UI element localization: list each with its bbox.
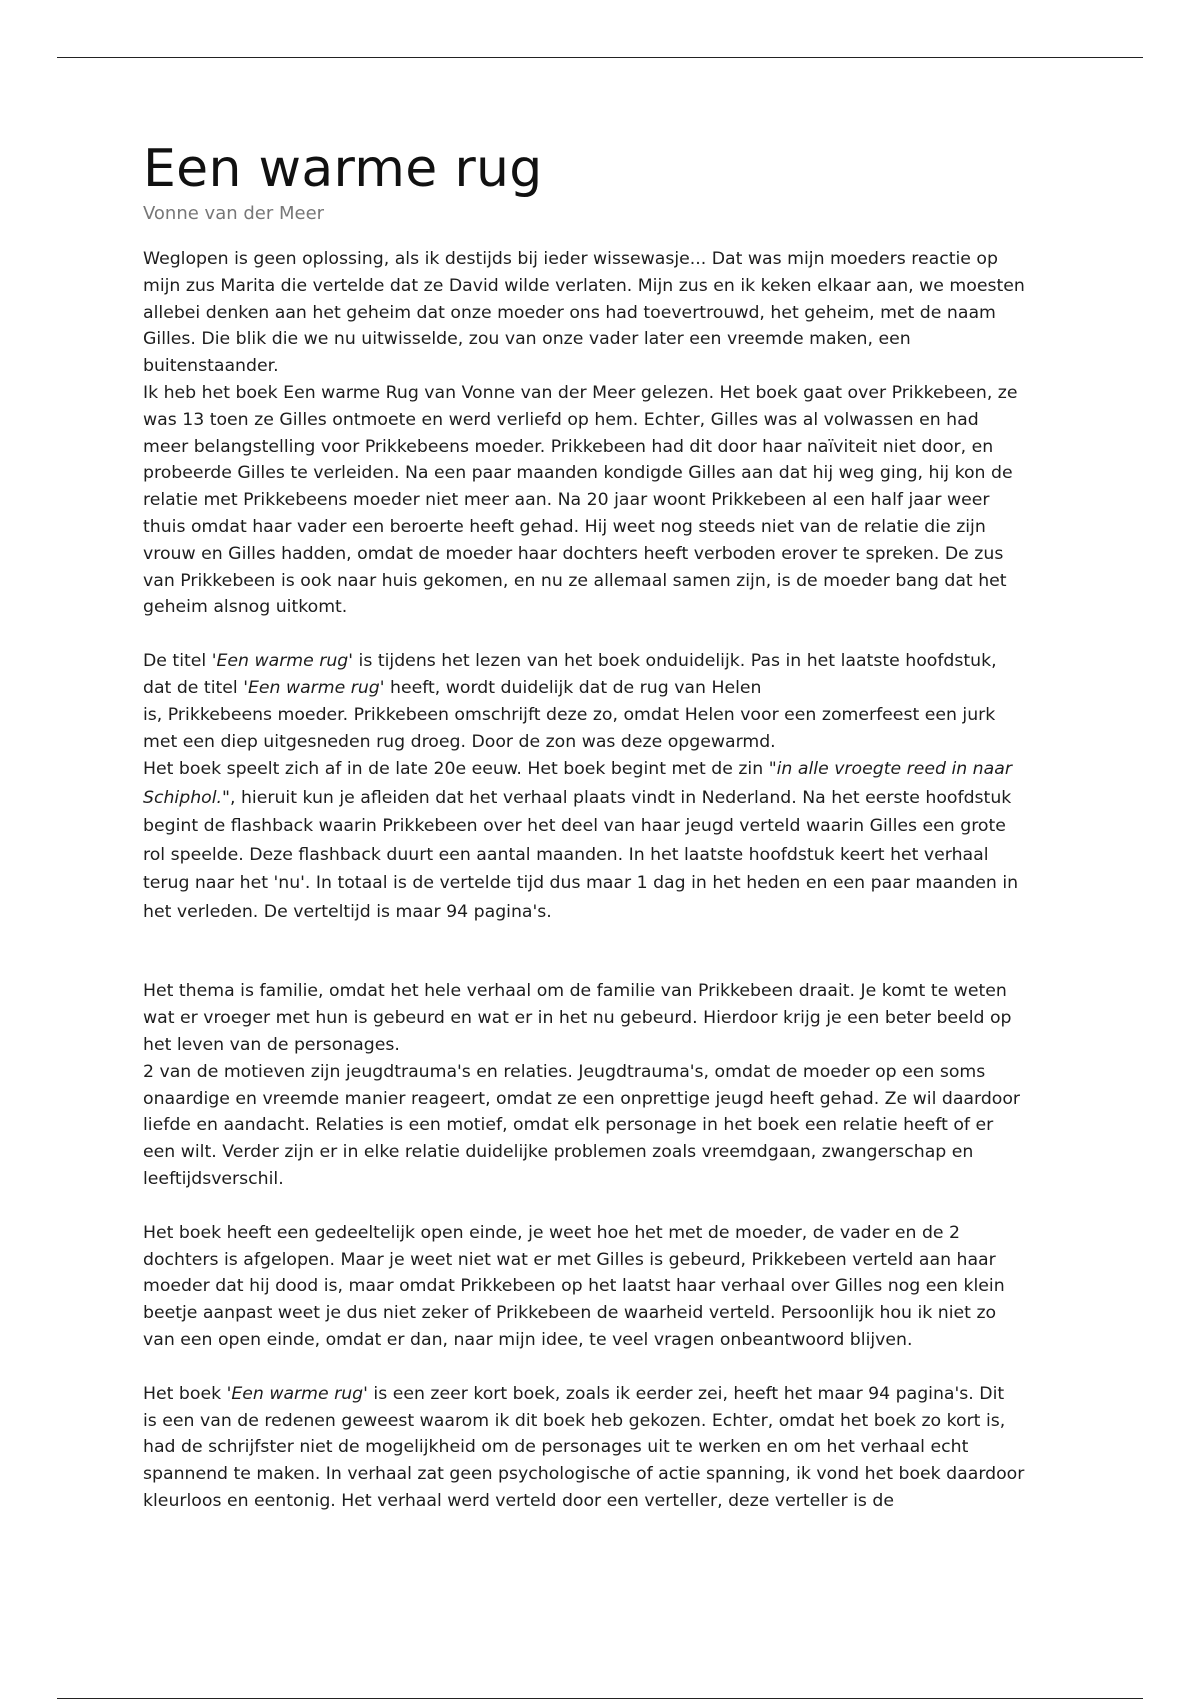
paragraph-title-meaning: De titel 'Een warme rug' is tijdens het lezen van het boek onduidelijk. Pas in het laatste hoofdstuk, dat de titel 'Een warme rug' heeft, wordt duidelijk dat de rug van Helen is, Prikkebeens moeder. Prikkebeen omschrijft deze zo, omdat Helen voor een zomerfeest een jurk met een diep uitgesneden rug droeg. Door de zon was deze opgewarmd. bbox=[143, 651, 997, 752]
book-title-italic: 'Een warme rug' bbox=[226, 1383, 368, 1404]
top-divider bbox=[57, 57, 1143, 58]
book-title-italic: 'Een warme rug' bbox=[211, 651, 354, 672]
document-body bbox=[143, 246, 1063, 1515]
paragraph-spacer bbox=[143, 1193, 1063, 1220]
paragraph-summary: Ik heb het boek Een warme Rug van Vonne van der Meer gelezen. Het boek gaat over Prikkebeen, ze was 13 toen ze Gilles ontmoete en werd verliefd op hem. Echter, Gilles was al volwassen en had meer belangstelling voor Prikkebeens moeder. Prikkebeen had dit door haar naïviteit niet door, en probeerde Gilles te verleiden. Na een paar maanden kondigde Gilles aan dat hij weg ging, hij kon de relatie met Prikkebeens moeder niet meer aan. Na 20 jaar woont Prikkebeen al een half jaar weer thuis omdat haar vader een beroerte heeft gehad. Hij weet nog steeds niet van de relatie die zijn vrouw en Gilles hadden, omdat de moeder haar dochters heeft verboden erover te spreken. De zus van Prikkebeen is ook naar huis gekomen, en nu ze allemaal samen zijn, is de moeder bang dat het geheim alsnog uitkomt. bbox=[143, 382, 1018, 618]
bottom-divider bbox=[57, 1698, 1143, 1699]
paragraph-spacer bbox=[143, 1354, 1063, 1381]
document-page bbox=[143, 138, 1063, 1515]
paragraph-intro-quote: Weglopen is geen oplossing, als ik destijds bij ieder wissewasje... Dat was mijn moeders reactie op mijn zus Marita die vertelde dat ze David wilde verlaten. Mijn zus en ik keken elkaar aan, we moesten allebei denken aan het geheim dat onze moeder ons had toevertrouwd, het geheim, met de naam Gilles. Die blik die we nu uitwisselde, zou van onze vader later een vreemde maken, een buitenstaander. bbox=[143, 249, 1025, 377]
document-title: Een warme rug bbox=[143, 139, 543, 199]
paragraph-setting-time: Het boek speelt zich af in de late 20e eeuw. Het boek begint met de zin "in alle vroegte reed in naar Schiphol.", hieruit kun je afleiden dat het verhaal plaats vindt in Nederland. Na het eerste hoofdstuk begint de flashback waarin Prikkebeen over het deel van haar jeugd verteld waarin Gilles een grote rol speelde. Deze flashback duurt een aantal maanden. In het laatste hoofdstuk keert het verhaal terug naar het 'nu'. In totaal is de vertelde tijd dus maar 1 dag in het heden en een paar maanden in het verleden. De verteltijd is maar 94 pagina's. bbox=[143, 759, 1019, 922]
quote-italic: "in alle vroegte reed in naar Schiphol. bbox=[143, 759, 1012, 808]
paragraph-spacer bbox=[143, 926, 1063, 978]
paragraph-ending: Het boek heeft een gedeeltelijk open einde, je weet hoe het met de moeder, de vader en de 2 dochters is afgelopen. Maar je weet niet wat er met Gilles is gebeurd, Prikkebeen verteld aan haar moeder dat hij dood is, maar omdat Prikkebeen op het laatst haar verhaal over Gilles nog een klein beetje aanpast weet je dus niet zeker of Prikkebeen de waarheid verteld. Persoonlijk hou ik niet zo van een open einde, omdat er dan, naar mijn idee, te veel vragen onbeantwoord blijven. bbox=[143, 1222, 1005, 1350]
document-author: Vonne van der Meer bbox=[143, 203, 325, 224]
paragraph-motifs: 2 van de motieven zijn jeugdtrauma's en relaties. Jeugdtrauma's, omdat de moeder op een soms onaardige en vreemde manier reageert, omdat ze een onprettige jeugd heeft gehad. Ze wil daardoor liefde en aandacht. Relaties is een motief, omdat elk personage in het boek een relatie heeft of er een wilt. Verder zijn er in elke relatie duidelijke problemen zoals vreemdgaan, zwangerschap en leeftijdsverschil. bbox=[143, 1061, 1021, 1189]
paragraph-opinion: Het boek 'Een warme rug' is een zeer kort boek, zoals ik eerder zei, heeft het maar 94 pagina's. Dit is een van de redenen geweest waarom ik dit boek heb gekozen. Echter, omdat het boek zo kort is, had de schrijfster niet de mogelijkheid om de personages uit te werken en om het verhaal echt spannend te maken. In verhaal zat geen psychologische of actie spanning, ik vond het boek daardoor kleurloos en eentonig. Het verhaal werd verteld door een verteller, deze verteller is de bbox=[143, 1383, 1025, 1511]
paragraph-spacer bbox=[143, 621, 1063, 648]
paragraph-theme: Het thema is familie, omdat het hele verhaal om de familie van Prikkebeen draait. Je komt te weten wat er vroeger met hun is gebeurd en wat er in het nu gebeurd. Hierdoor krijg je een beter beeld op het leven van de personages. bbox=[143, 981, 1012, 1055]
paragraph-setting-wrapper bbox=[143, 755, 1063, 926]
book-title-italic: 'Een warme rug' bbox=[243, 677, 385, 698]
